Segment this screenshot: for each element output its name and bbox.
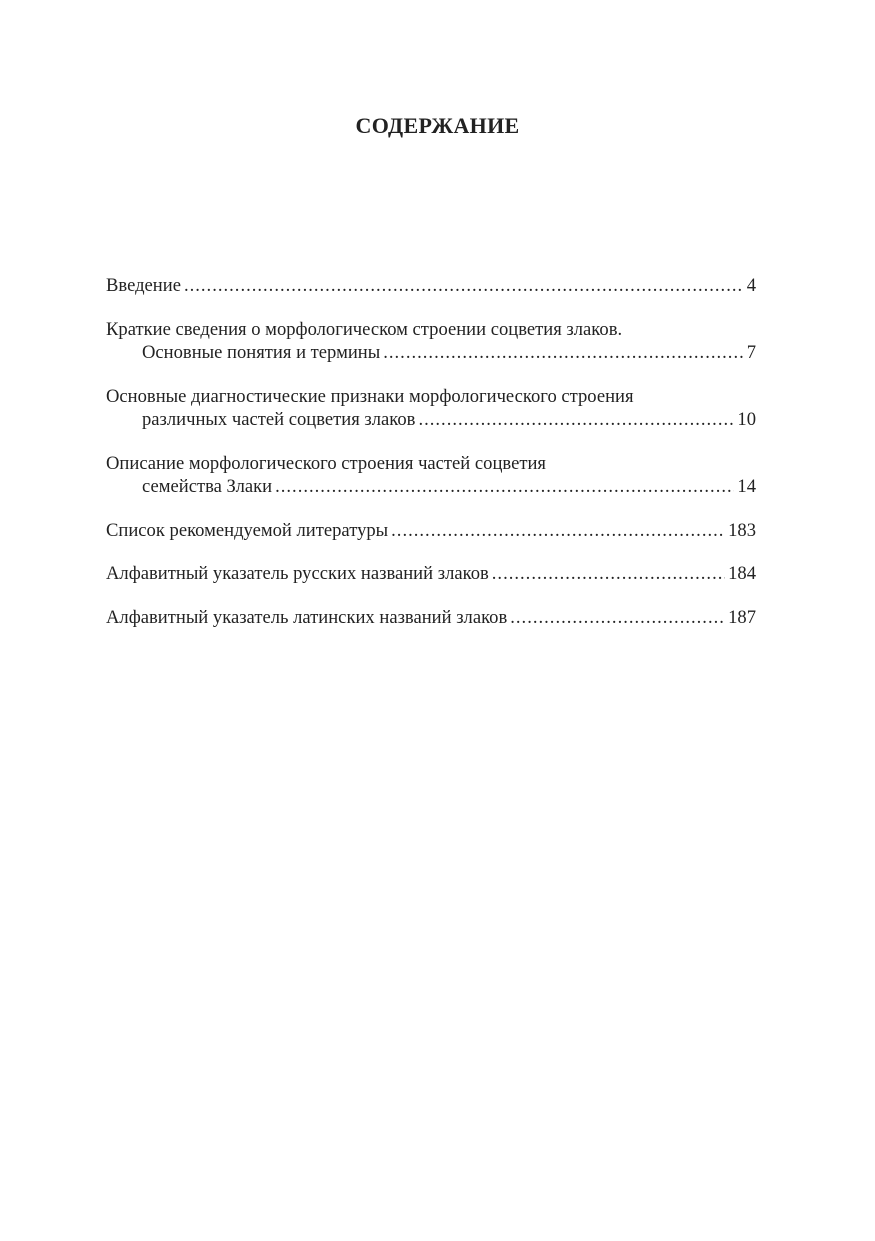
toc-page-number: 4 — [746, 275, 756, 296]
toc-dot-leader — [275, 475, 734, 499]
toc-dot-leader — [391, 519, 725, 543]
toc-entry-title-continued: семейства Злаки — [142, 476, 273, 497]
toc-entry-title: Введение — [106, 275, 181, 296]
toc-page-number: 187 — [728, 606, 756, 628]
page-title: СОДЕРЖАНИЕ — [355, 113, 520, 138]
toc-page-number: 10 — [737, 409, 756, 430]
toc-page-number: 183 — [728, 519, 756, 541]
toc-dot-leader — [492, 562, 725, 586]
toc-page-number: 7 — [746, 342, 756, 363]
toc-entry-title: Алфавитный указатель русских названий злаков — [106, 563, 489, 584]
toc-page-number: 14 — [737, 476, 756, 497]
toc-entry-description[interactable] — [106, 452, 756, 499]
toc-entry-title: Описание морфологического строения частей соцветия — [106, 452, 546, 474]
toc-entry-diagnostic-features[interactable] — [106, 385, 756, 432]
toc-entry-title: Основные диагностические признаки морфологического строения — [106, 385, 634, 407]
toc-entry-title-continued: Основные понятия и термины — [142, 342, 381, 363]
toc-entry-literature[interactable] — [106, 519, 756, 543]
toc-dot-leader — [510, 606, 725, 630]
toc-dot-leader — [418, 408, 734, 432]
toc-dot-leader — [383, 341, 743, 365]
toc-entry-title: Список рекомендуемой литературы — [106, 519, 389, 541]
toc-entry-latin-index[interactable] — [106, 606, 756, 630]
toc-entry-title: Краткие сведения о морфологическом строении соцветия злаков. — [106, 318, 623, 340]
toc-entry-brief-info[interactable] — [106, 318, 756, 365]
toc-page-number: 184 — [728, 563, 756, 584]
toc-dot-leader — [184, 274, 744, 298]
toc-entry-introduction[interactable] — [106, 274, 756, 298]
toc-entry-title: Алфавитный указатель латинских названий злаков — [106, 606, 508, 628]
toc-entry-russian-index[interactable] — [106, 562, 756, 586]
table-of-contents — [106, 274, 756, 649]
toc-entry-title-continued: различных частей соцветия злаков — [142, 409, 416, 430]
